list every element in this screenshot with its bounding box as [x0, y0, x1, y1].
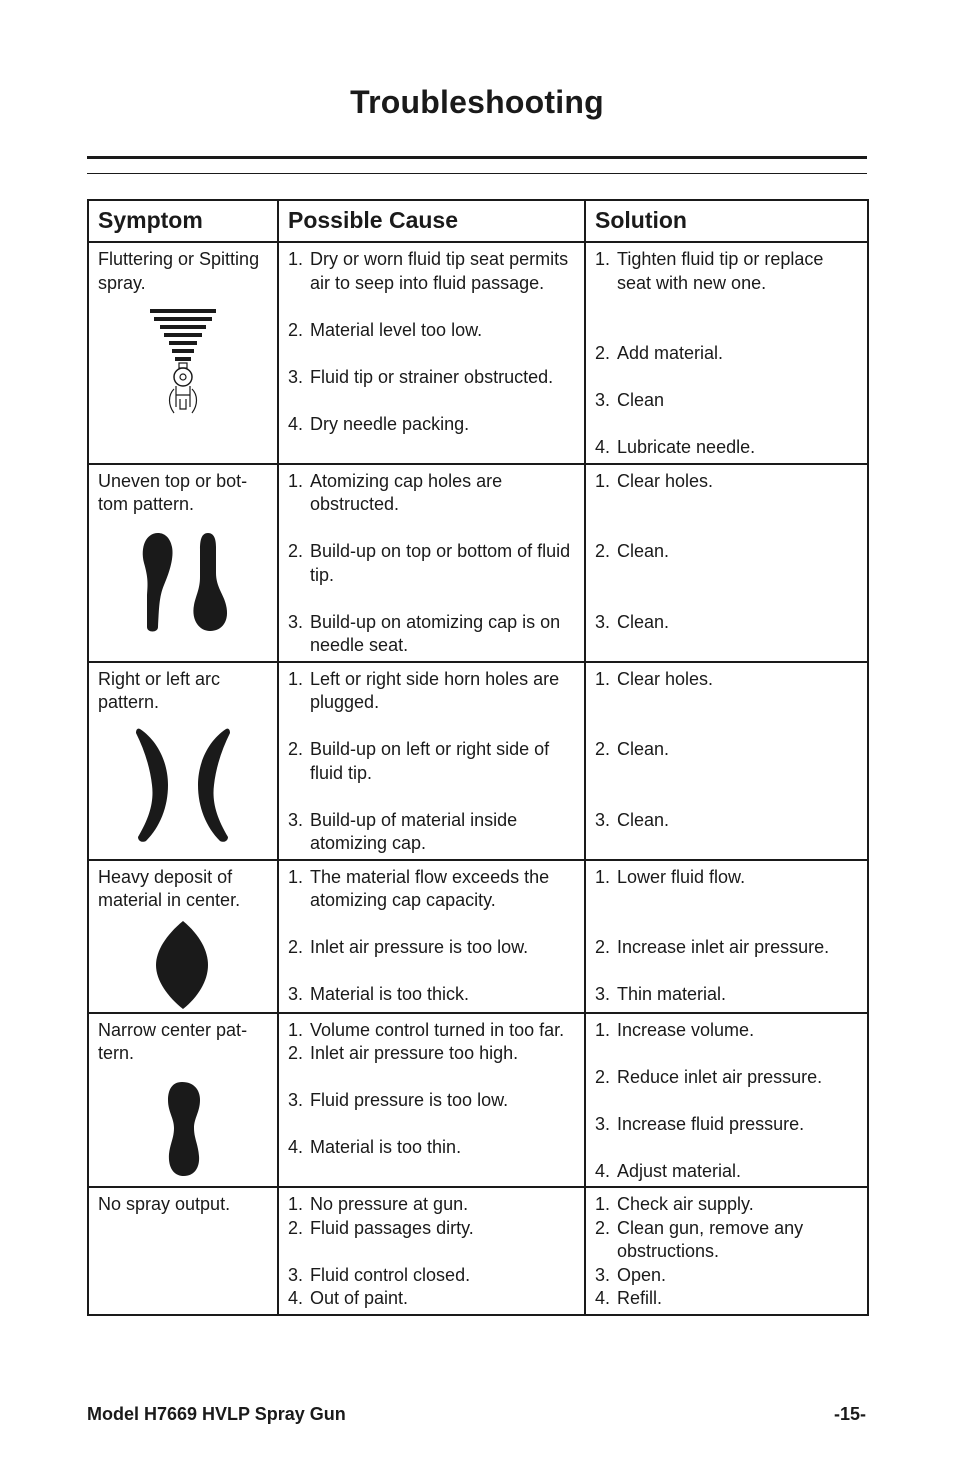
list-item: 4. Refill.	[595, 1288, 663, 1308]
list-item: 3. Build-up of material inside atomizing cap.	[288, 809, 518, 853]
footer-page-number: -15-	[833, 1404, 866, 1424]
header-solution: Solution	[585, 200, 868, 242]
list-item: 1. Left or right side horn holes are plugged.	[288, 668, 560, 712]
list-item: 2. Inlet air pressure too high.	[288, 1043, 519, 1063]
list-item: 4. Out of paint.	[288, 1288, 409, 1308]
table-header-row	[88, 200, 868, 242]
list-item: 4. Lubricate needle.	[595, 437, 756, 457]
list-item: 3. Thin material.	[595, 984, 727, 1004]
list-item: 2. Increase inlet air pressure.	[595, 937, 830, 957]
title-rule-thick	[87, 156, 867, 159]
cause-cell	[278, 242, 585, 464]
list-item: 1. Clear holes.	[595, 668, 714, 689]
table-row	[88, 662, 868, 860]
list-item: 3. Build-up on atomizing cap is on needle seat.	[288, 611, 561, 655]
solution-cell	[585, 860, 868, 1013]
list-item: 2. Build-up on top or bottom of fluid tip.	[288, 541, 571, 585]
list-item: 1. Tighten fluid tip or replace seat with new one.	[595, 249, 824, 293]
list-item: 3. Open.	[595, 1264, 667, 1285]
list-item: 1. Increase volume.	[595, 1019, 755, 1040]
arc-pattern-icon	[98, 725, 268, 845]
symptom-cell	[88, 1013, 278, 1188]
table-row	[88, 1187, 868, 1315]
table-row	[88, 242, 868, 464]
symptom-cell	[88, 662, 278, 860]
cause-cell	[278, 860, 585, 1013]
solution-cell	[585, 662, 868, 860]
list-item: 1. Volume control turned in too far.	[288, 1019, 565, 1040]
list-item: 3. Material is too thick.	[288, 984, 470, 1004]
list-item: 3. Clean.	[595, 611, 670, 632]
cause-cell	[278, 464, 585, 662]
list-item: 3. Increase fluid pressure.	[595, 1113, 805, 1134]
table-row	[88, 1013, 868, 1188]
cause-cell	[278, 1013, 585, 1188]
symptom-text: Narrow center pattern.	[98, 1019, 248, 1063]
list-item: 2. Fluid passages dirty.	[288, 1217, 474, 1238]
list-item: 2. Clean.	[595, 541, 670, 561]
list-item: 1. Dry or worn fluid tip seat permits air to seep into fluid passage.	[288, 249, 569, 293]
symptom-text: Heavy deposit of material in center.	[98, 866, 241, 910]
footer-model: Model H7669 HVLP Spray Gun	[87, 1404, 346, 1424]
spray-gun-flutter-icon	[98, 309, 268, 424]
list-item: 4. Dry needle packing.	[288, 413, 470, 434]
list-item: 3. Fluid tip or strainer obstructed.	[288, 366, 554, 387]
list-item: 1. Atomizing cap holes are obstructed.	[288, 470, 503, 514]
list-item: 1. The material flow exceeds the atomizing cap capacity.	[288, 866, 550, 910]
header-symptom: Symptom	[88, 200, 278, 242]
list-item: 3. Clean.	[595, 809, 670, 830]
list-item: 1. Clear holes.	[595, 470, 714, 491]
narrow-pattern-icon	[98, 1080, 268, 1178]
list-item: 1. No pressure at gun.	[288, 1194, 469, 1214]
heavy-center-pattern-icon	[98, 919, 268, 1009]
cause-cell	[278, 662, 585, 860]
solution-cell	[585, 1013, 868, 1188]
list-item: 4. Adjust material.	[595, 1160, 742, 1181]
symptom-text: No spray output.	[98, 1194, 231, 1214]
solution-cell	[585, 242, 868, 464]
title-rule-thin	[87, 173, 867, 174]
symptom-text: Uneven top or bottom pattern.	[98, 470, 248, 514]
list-item: 2. Add material.	[595, 343, 724, 363]
list-item: 1. Lower fluid flow.	[595, 866, 746, 887]
list-item: 2. Inlet air pressure is too low.	[288, 937, 529, 957]
list-item: 2. Material level too low.	[288, 319, 483, 340]
symptom-cell	[88, 860, 278, 1013]
symptom-cell	[88, 1187, 278, 1315]
uneven-pattern-icon	[98, 527, 268, 635]
header-possible-cause: Possible Cause	[278, 200, 585, 242]
symptom-cell	[88, 242, 278, 464]
list-item: 3. Clean	[595, 390, 665, 410]
symptom-text: Fluttering or Spitting spray.	[98, 249, 260, 293]
list-item: 2. Reduce inlet air pressure.	[595, 1066, 823, 1087]
list-item: 4. Material is too thin.	[288, 1137, 462, 1157]
list-item: 2. Clean gun, remove any obstructions.	[595, 1217, 804, 1261]
list-item: 1. Check air supply.	[595, 1194, 754, 1214]
solution-cell	[585, 464, 868, 662]
symptom-cell	[88, 464, 278, 662]
list-item: 3. Fluid control closed.	[288, 1264, 471, 1285]
table-row	[88, 860, 868, 1013]
troubleshooting-table	[87, 199, 869, 1316]
list-item: 3. Fluid pressure is too low.	[288, 1090, 509, 1110]
page-title: Troubleshooting	[350, 84, 604, 120]
cause-cell	[278, 1187, 585, 1315]
table-row	[88, 464, 868, 662]
solution-cell	[585, 1187, 868, 1315]
symptom-text: Right or left arc pattern.	[98, 668, 221, 712]
list-item: 2. Clean.	[595, 739, 670, 759]
list-item: 2. Build-up on left or right side of fluid tip.	[288, 739, 550, 783]
